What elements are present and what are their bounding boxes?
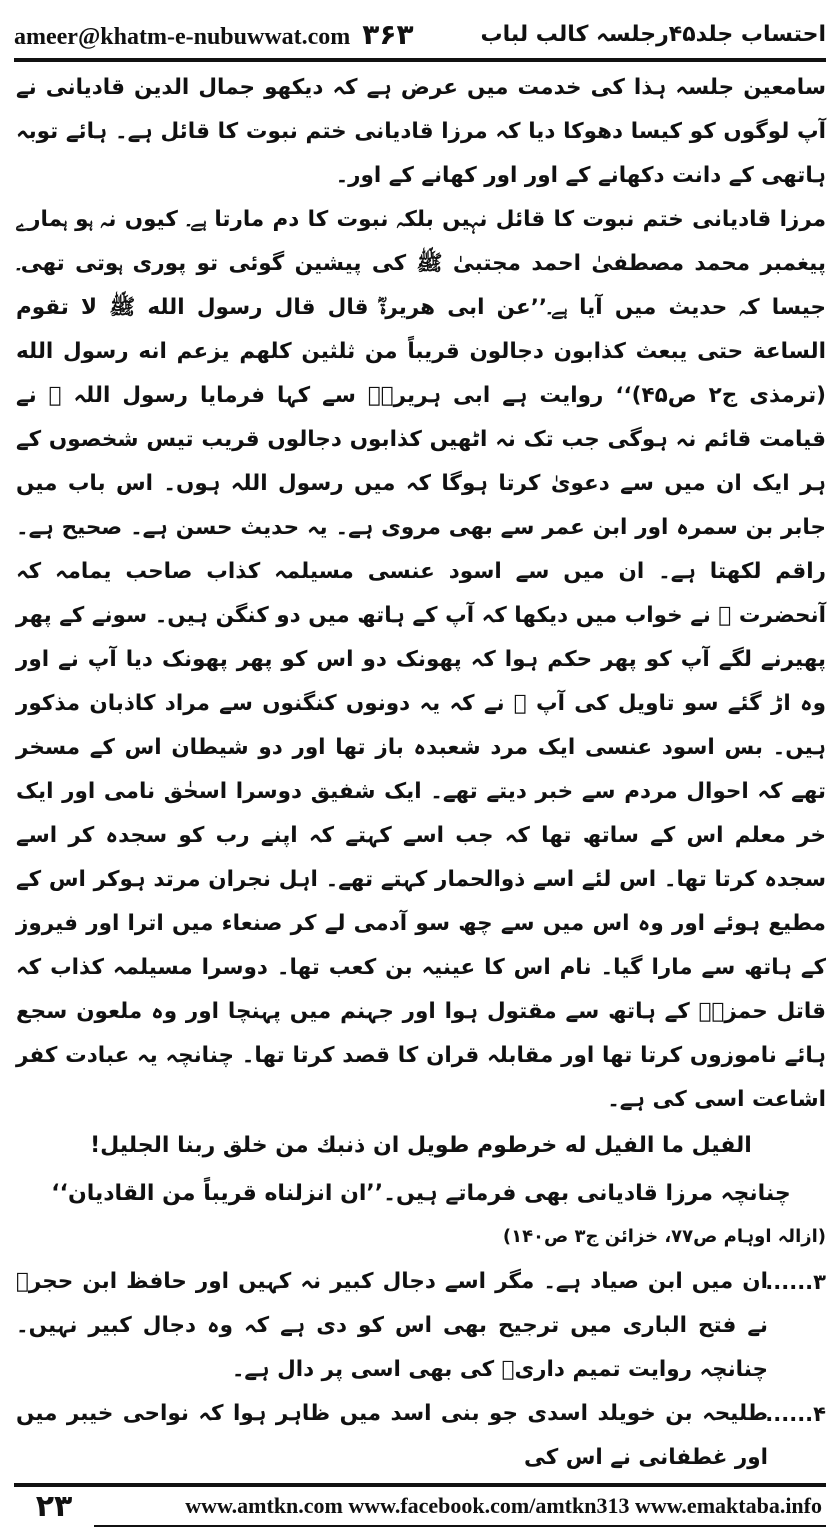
page-footer	[14, 1482, 826, 1528]
header-email[interactable]: ameer@khatm-e-nubuwwat.com	[14, 23, 351, 50]
list-item-number: ۴......	[765, 1402, 826, 1426]
header-page-number: ۳۶۳	[362, 17, 414, 51]
paragraph-2: مرزا قادیانی ختم نبوت کا قائل نہیں بلکہ نبوت کا دم مارتا ہے۔ کیوں نہ ہو ہمارے پیغمبر محمد مصطفیٰ احمد مجتبیٰ ﷺ کی پیشین گوئی تو پوری ہوتی تھی۔ جیسا کہ حدیث میں آیا ہے۔’’عن ابی هريرةؓ قال قال رسول الله ﷺ لا تقوم الساعة حتى يبعث كذابون دجالون قريباً من ثلثين كلهم يزعم انه رسول الله (ترمذی ج۲ ص۴۵)‘‘ روایت ہے ابی ہریرہؓ سے کہا فرمایا رسول اللہ ﷺ نے قیامت قائم نہ ہوگی جب تک نہ اٹھیں کذابوں دجالوں قریب تیس شخصوں کے ہر ایک ان میں سے دعویٰ کرتا ہوگا کہ میں رسول اللہ ہوں۔ اس باب میں جابر بن سمرہ اور ابن عمر سے بھی مروی ہے۔ یہ حدیث حسن ہے۔ صحیح ہے۔ راقم لکھتا ہے۔ ان میں سے اسود عنسی مسیلمہ کذاب صاحب یمامہ کہ آنحضرت ﷺ نے خواب میں دیکھا کہ آپ کے ہاتھ میں دو کنگن ہیں۔ سونے کے پھر پھیرنے لگے آپ کو پھر حکم ہوا کہ پھونک دو اس کو پھر پھونک دیا آپ نے اور وہ اڑ گئے سو تاویل کی آپ ﷺ نے کہ یہ دونوں کنگنوں سے مراد کاذبان مذکور ہیں۔ بس اسود عنسی ایک مرد شعبدہ باز تھا اور دو شیطان اس کے مسخر تھے کہ احوال مردم سے خبر دیتے تھے۔ ایک شفیق دوسرا اسحٰق نامی اور ایک خر معلم اس کے ساتھ تھا کہ جب اسے کہتے کہ اپنے رب کو سجدہ کر اسے سجدہ کرتا تھا۔ اس لئے اسے ذوالحمار کہتے تھے۔ اہل نجران مرتد ہوکر اس کے مطیع ہوئے اور وہ اس میں سے چھ سو آدمی لے کر صنعاء میں اترا اور فیروز کے ہاتھ سے مارا گیا۔ نام اس کا عینیہ بن کعب تھا۔ دوسرا مسیلمہ کذاب کہ قاتل حمزہؓ کے ہاتھ سے مقتول ہوا اور جہنم میں پہنچا اور وہ ملعون سجع ہائے ناموزوں کرتا تھا اور مقابلہ قران کا قصد کرتا تھا۔ چنانچہ یہ عبادت کفر اشاعت اسی کی ہے۔	[16, 207, 826, 1112]
page-header	[14, 10, 826, 62]
list-item-text: ان میں ابن صیاد ہے۔ مگر اسے دجال کبیر نہ کہیں اور حافظ ابن حجرؒ نے فتح الباری میں ترجیح بھی اس کو دی ہے کہ وہ دجال کبیر نہیں۔ چنانچہ روایت تمیم داریؓ کی بھی اسی پر دال ہے۔	[16, 1269, 768, 1382]
list-item-text: طلیحہ بن خویلد اسدی جو بنی اسد میں ظاہر ہوا کہ نواحی خیبر میں اور غطفانی نے اس کی	[16, 1401, 768, 1470]
header-title: احتساب جلد۴۵رجلسہ کالب لباب	[480, 21, 826, 47]
arabic-quote: الفيل ما الفيل له خرطوم طويل ان ذنبك من خلق ربنا الجليل!	[90, 1133, 752, 1158]
list-item-number: ۳......	[765, 1270, 826, 1294]
reference-citation: (ازالہ اوہام ص۷۷، خزائن ج۳ ص۱۴۰)	[502, 1226, 826, 1247]
footer-links[interactable]: www.amtkn.com www.facebook.com/amtkn313 www.emaktaba.info	[94, 1483, 826, 1527]
mirza-quote: چنانچہ مرزا قادیانی بھی فرماتے ہیں۔’’ان انزلناه قريباً من القاديان‘‘	[51, 1181, 791, 1206]
footer-page-number: ۲۳	[14, 1483, 94, 1527]
paragraph-1: سامعین جلسہ ہذا کی خدمت میں عرض ہے کہ دیکھو جمال الدین قادیانی نے آپ لوگوں کو کیسا دھوکا دیا کہ مرزا قادیانی ختم نبوت کا قائل ہے۔ ہائے توبہ ہاتھی کے دانت دکھانے کے اور اور کھانے کے اور۔	[16, 75, 826, 188]
list-item	[16, 1260, 826, 1392]
list-item	[16, 1392, 826, 1480]
page-body	[16, 66, 826, 1480]
header-left	[14, 18, 414, 51]
